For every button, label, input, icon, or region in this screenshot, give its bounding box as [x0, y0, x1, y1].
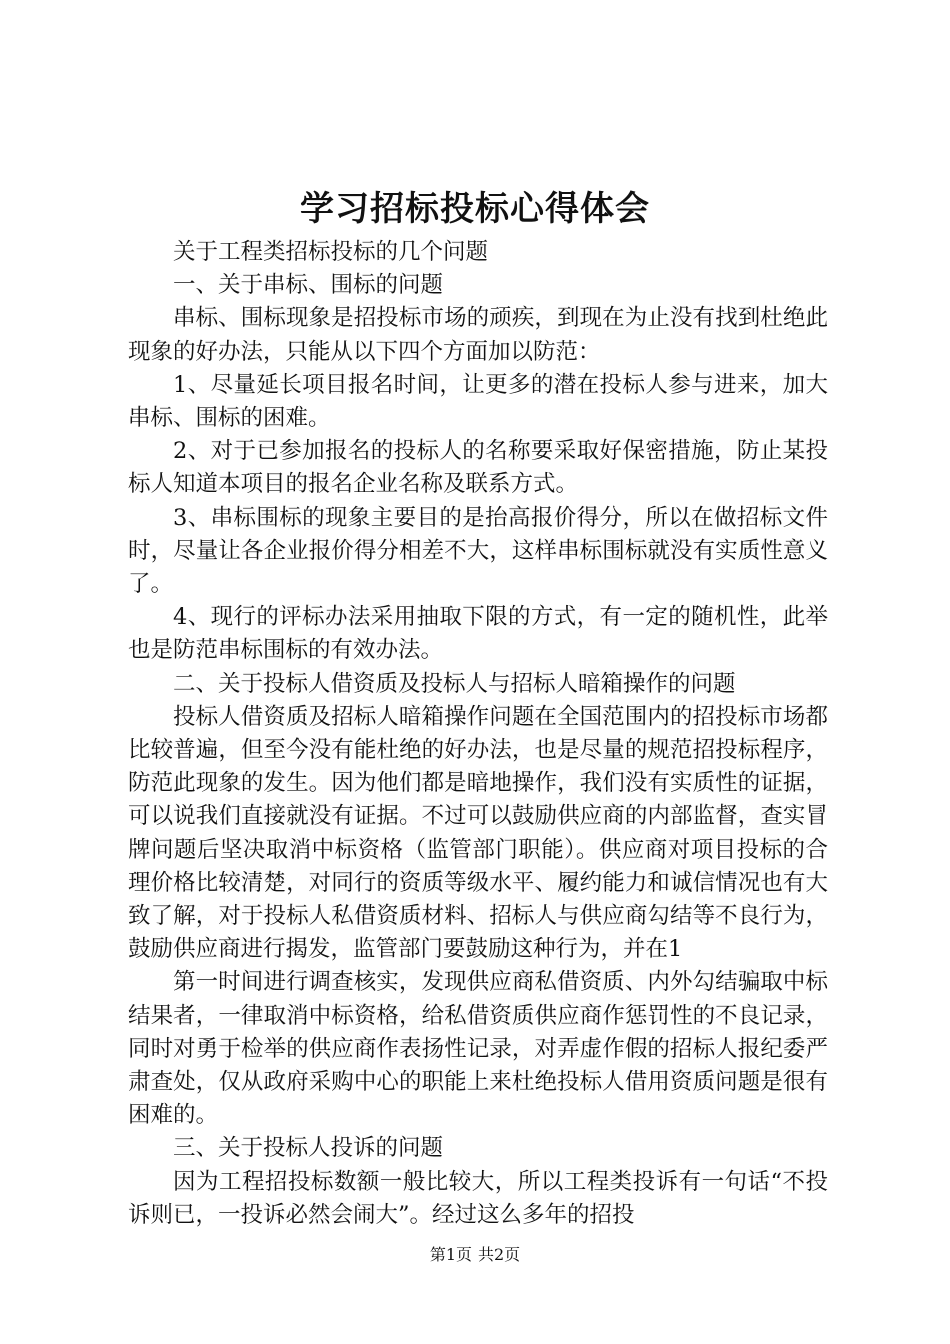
section-heading-3: 三、关于投标人投诉的问题 [173, 1135, 444, 1162]
list-item: 2、对于已参加报名的投标人的名称要采取好保密措施，防止某投标人知道本项目的报名企业名称及联系方式。 [128, 438, 828, 498]
paragraph: 因为工程招投标数额一般比较大，所以工程类投诉有一句话“不投诉则已，一投诉必然会闹大”。经过这么多年的招投 [128, 1168, 828, 1228]
page-total: 共2页 [478, 1245, 521, 1264]
paragraph: 投标人借资质及招标人暗箱操作问题在全国范围内的招投标市场都比较普遍，但至今没有能杜绝的好办法，也是尽量的规范招投标程序，防范此现象的发生。因为他们都是暗地操作，我们没有实质性的证据，可以说我们直接就没有证据。不过可以鼓励供应商的内部监督，查实冒牌问题后坚决取消中标资格（监管部门职能）。供应商对项目投标的合理价格比较清楚，对同行的资质等级水平、履约能力和诚信情况也有大致了解，对于投标人私借资质材料、招标人与供应商勾结等不良行为，鼓励供应商进行揭发，监管部门要鼓励这种行为，并在1 [128, 703, 828, 963]
list-item: 1、尽量延长项目报名时间，让更多的潜在投标人参与进来，加大串标、围标的困难。 [128, 371, 828, 432]
section-heading-2: 二、关于投标人借资质及投标人与招标人暗箱操作的问题 [173, 670, 736, 697]
list-item: 4、现行的评标办法采用抽取下限的方式，有一定的随机性，此举也是防范串标围标的有效办法。 [128, 604, 828, 664]
list-item: 3、串标围标的现象主要目的是抬高报价得分，所以在做招标文件时，尽量让各企业报价得分相差不大，这样串标围标就没有实质性意义了。 [128, 504, 828, 598]
page-number: 第1页 [429, 1245, 472, 1264]
page-footer [0, 1244, 950, 1266]
document-body [128, 236, 828, 1232]
paragraph: 第一时间进行调查核实，发现供应商私借资质、内外勾结骗取中标结果者，一律取消中标资格，给私借资质供应商作惩罚性的不良记录，同时对勇于检举的供应商作表扬性记录，对弄虚作假的招标人报纪委严肃查处，仅从政府采购中心的职能上来杜绝投标人借用资质问题是很有困难的。 [128, 969, 828, 1129]
paragraph: 串标、围标现象是招投标市场的顽疾，到现在为止没有找到杜绝此现象的好办法，只能从以下四个方面加以防范： [128, 305, 828, 365]
paragraph-intro: 关于工程类招标投标的几个问题 [173, 239, 489, 265]
document-title: 学习招标投标心得体会 [300, 189, 650, 229]
section-heading-1: 一、关于串标、围标的问题 [173, 272, 444, 299]
